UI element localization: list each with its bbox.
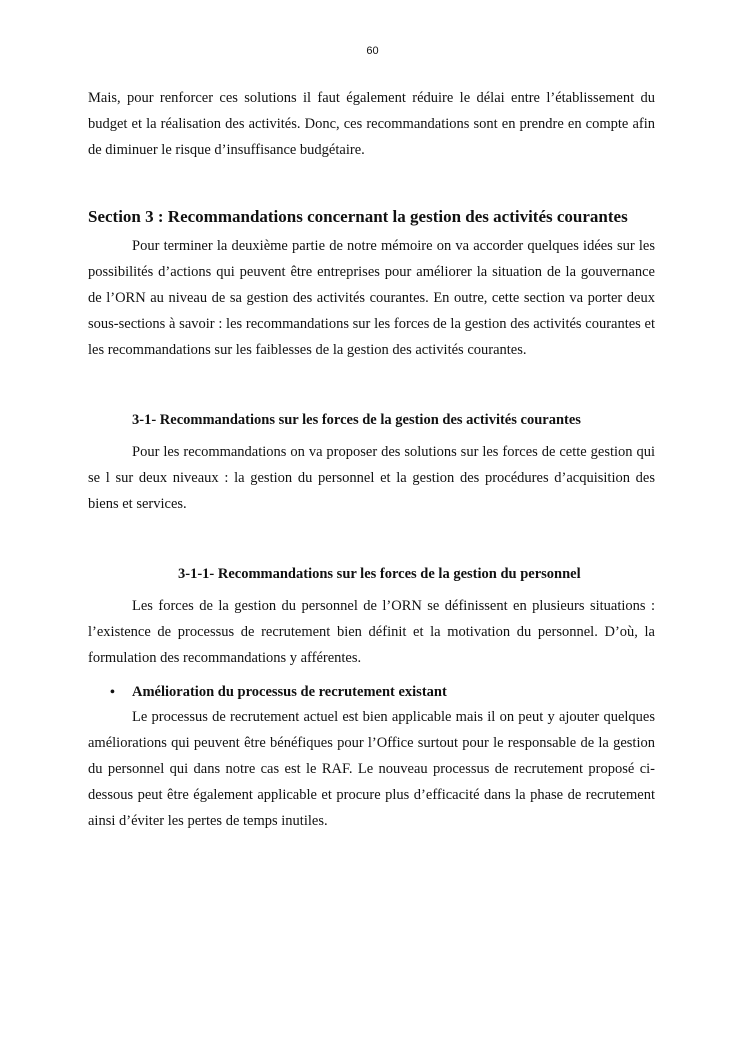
bullet-icon: • — [110, 685, 115, 700]
subsection-3-1-paragraph: Pour les recommandations on va proposer des solutions sur les forces de cette gestion qui se l sur deux niveaux : la gestion du personnel et la gestion des procédures d’acquisition des biens et services. — [88, 444, 655, 512]
subsection-3-1-heading: 3-1- Recommandations sur les forces de la gestion des activités courantes — [132, 412, 581, 428]
bullet-title: Amélioration du processus de recrutement existant — [132, 684, 447, 700]
intro-paragraph: Mais, pour renforcer ces solutions il faut également réduire le délai entre l’établissement du budget et la réalisation des activités. Donc, ces recommandations sont en prendre en compte afin de diminuer le risque d’insuffisance budgétaire. — [88, 90, 655, 158]
subsection-3-1-1-paragraph: Les forces de la gestion du personnel de l’ORN se définissent en plusieurs situations : l’existence de processus de recrutement bien définit et la motivation du personnel. D’où, la formulation des recommandations y afférentes. — [88, 598, 655, 666]
subsection-3-1-1-heading: 3-1-1- Recommandations sur les forces de la gestion du personnel — [178, 566, 581, 582]
bullet-item — [88, 681, 655, 704]
section-3-paragraph: Pour terminer la deuxième partie de notre mémoire on va accorder quelques idées sur les possibilités d’actions qui peuvent être entreprises pour améliorer la situation de la gouvernance de l’ORN au niveau de sa gestion des activités courantes. En outre, cette section va porter deux sous-sections à savoir : les recommandations sur les forces de la gestion des activités courantes et les recommandations sur les faiblesses de la gestion des activités courantes. — [88, 238, 655, 358]
page-content — [88, 85, 655, 834]
section-3-heading: Section 3 : Recommandations concernant la gestion des activités courantes — [88, 207, 628, 226]
bullet-paragraph: Le processus de recrutement actuel est bien applicable mais il on peut y ajouter quelques améliorations qui peuvent être bénéfiques pour l’Office surtout pour le responsable de la gestion du personnel qui dans notre cas est le RAF. Le nouveau processus de recrutement proposé ci-dessous peut être également applicable et procure plus d’efficacité dans la phase de recrutement ainsi d’éviter les pertes de temps inutiles. — [88, 709, 655, 829]
page-number: 60 — [366, 45, 379, 57]
